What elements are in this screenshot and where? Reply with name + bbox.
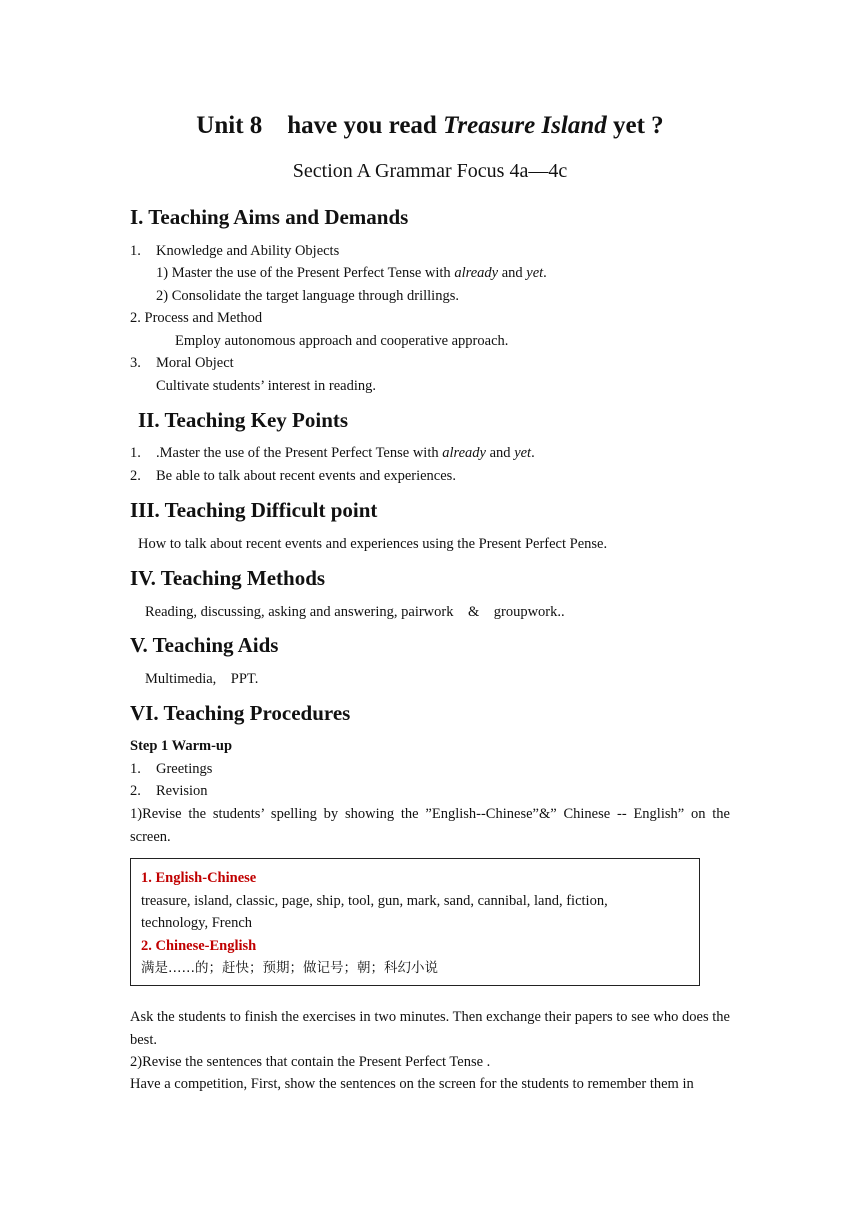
list-item — [130, 243, 339, 260]
box-heading: 1. English-Chinese — [141, 870, 257, 886]
list-item: 3. Moral Object — [130, 355, 234, 371]
vocabulary-box — [130, 858, 700, 986]
paragraph: Have a competition, First, show the sentences on the screen for the students to remember them in — [130, 1076, 694, 1092]
title-book-name: Treasure Island — [443, 112, 607, 139]
list-subitem: Cultivate students’ interest in reading. — [156, 378, 376, 394]
paragraph: Ask the students to finish the exercises in two minutes. Then exchange their papers to see who does the best. — [130, 1009, 730, 1048]
box-line: 满是……的；赶快；预期；做记号；朝；科幻小说 — [141, 960, 438, 976]
box-line: treasure, island, classic, page, ship, tool, gun, mark, sand, cannibal, land, fiction, — [141, 892, 608, 909]
page-title — [0, 112, 860, 140]
list-number: 1. — [130, 243, 141, 259]
list-subitem: Employ autonomous approach and cooperative approach. — [175, 333, 509, 349]
section-heading-aims: I. Teaching Aims and Demands — [130, 205, 409, 229]
list-subitem: 1) Master the use of the Present Perfect Tense with already and yet. — [156, 265, 547, 281]
title-prefix: Unit 8 have you read — [196, 112, 444, 139]
section-heading-key-points: II. Teaching Key Points — [138, 408, 349, 432]
step-heading: Step 1 Warm-up — [130, 738, 233, 754]
section-heading-aids: V. Teaching Aids — [130, 633, 279, 657]
list-item: 2. Be able to talk about recent events and experiences. — [130, 468, 456, 484]
section-text: Reading, discussing, asking and answering, pairwork & groupwork.. — [145, 604, 565, 620]
section-text: Multimedia, PPT. — [145, 671, 259, 687]
list-item: 1. Greetings — [130, 761, 213, 777]
paragraph: 2)Revise the sentences that contain the Present Perfect Tense . — [130, 1054, 491, 1070]
list-item: 2. Revision — [130, 783, 208, 799]
box-heading: 2. Chinese-English — [141, 937, 257, 954]
page-subtitle: Section A Grammar Focus 4a—4c — [292, 160, 568, 182]
list-item: 1. .Master the use of the Present Perfect Tense with already and yet. — [130, 445, 535, 461]
list-subitem: 2) Consolidate the target language through drillings. — [156, 288, 459, 304]
section-text: How to talk about recent events and experiences using the Present Perfect Pense. — [138, 536, 608, 552]
section-heading-difficult-point: III. Teaching Difficult point — [130, 498, 378, 522]
box-line: technology, French — [141, 915, 253, 931]
list-text: Knowledge and Ability Objects — [156, 243, 340, 259]
list-item: 2. Process and Method — [130, 310, 263, 326]
section-heading-procedures: VI. Teaching Procedures — [130, 701, 351, 725]
paragraph: 1)Revise the students’ spelling by showing the ”English--Chinese”&” Chinese -- English” on the screen. — [130, 806, 730, 845]
title-suffix: yet ? — [606, 112, 664, 139]
section-heading-methods: IV. Teaching Methods — [130, 566, 326, 590]
